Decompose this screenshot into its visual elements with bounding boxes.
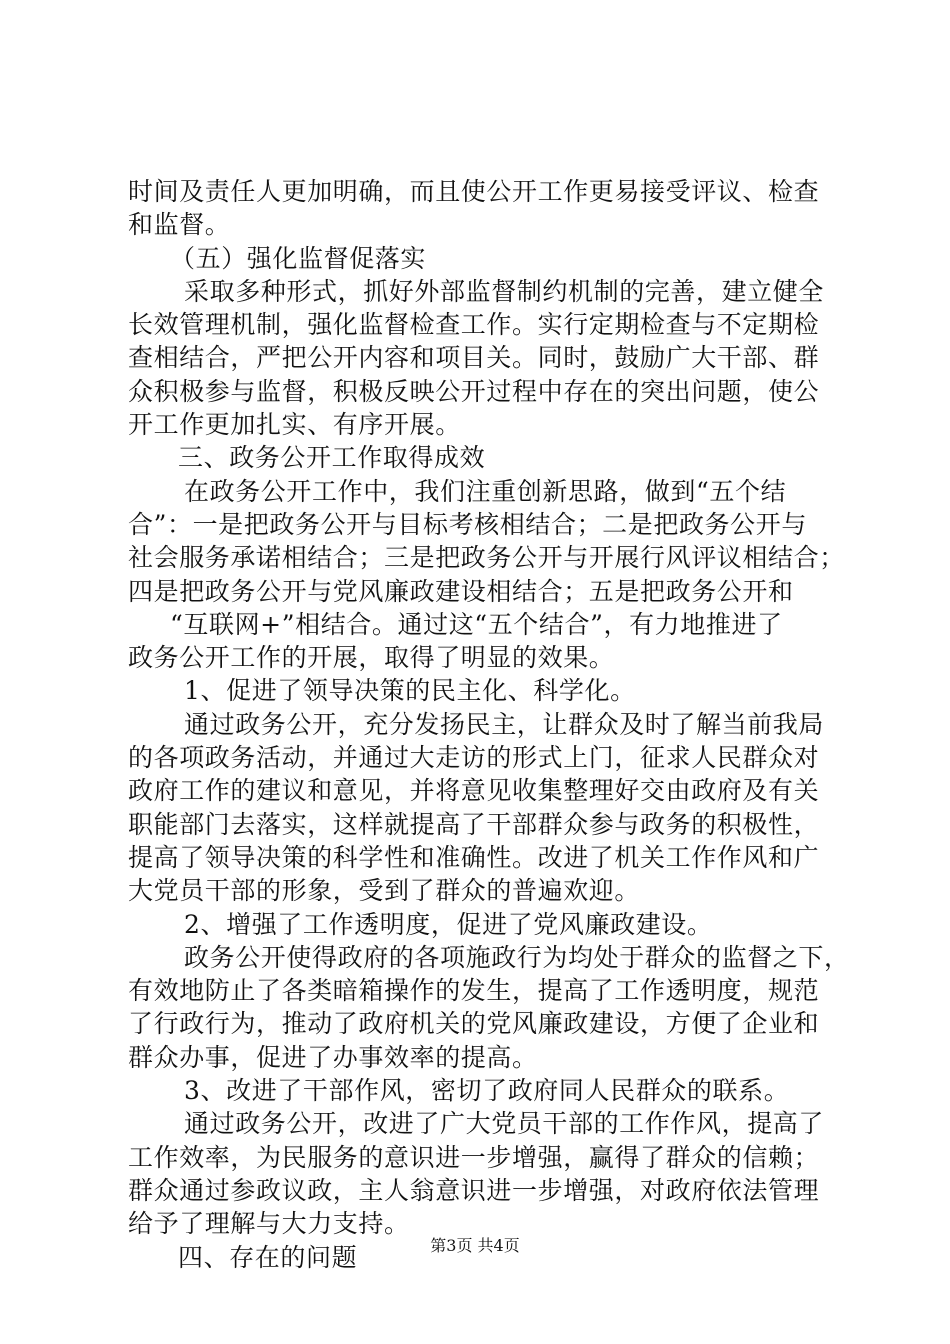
text-line: 三、政务公开工作取得成效 [178, 443, 486, 473]
text-line: 合”：一是把政务公开与目标考核相结合；二是把政务公开与 [128, 509, 807, 539]
text-line: 通过政务公开，充分发扬民主，让群众及时了解当前我局 [184, 709, 825, 739]
text-line: 工作效率，为民服务的意识进一步增强，赢得了群众的信赖； [128, 1142, 820, 1172]
text-line: 群众通过参政议政，主人翁意识进一步增强，对政府依法管理 [128, 1175, 820, 1205]
text-line: 查相结合，严把公开内容和项目关。同时，鼓励广大干部、群 [128, 343, 820, 373]
text-line: 有效地防止了各类暗箱操作的发生，提高了工作透明度，规范 [128, 976, 820, 1006]
text-line: 四是把政务公开与党风廉政建设相结合；五是把政务公开和 [128, 576, 794, 606]
text-line: 2、增强了工作透明度，促进了党风廉政建设。 [184, 909, 713, 939]
text-line: 通过政务公开，改进了广大党员干部的工作作风，提高了 [184, 1109, 825, 1139]
text-line: 政府工作的建议和意见，并将意见收集整理好交由政府及有关 [128, 776, 820, 806]
text-line: 给予了理解与大力支持。 [128, 1209, 410, 1239]
text-line: （五）强化监督促落实 [170, 243, 427, 273]
text-line: 大党员干部的形象，受到了群众的普遍欢迎。 [128, 876, 641, 906]
text-line: 四、存在的问题 [178, 1242, 358, 1272]
text-line: 和监督。 [128, 210, 231, 240]
page-footer: 第3页 共4页 [430, 1236, 520, 1255]
text-line: 时间及责任人更加明确，而且使公开工作更易接受评议、检查 [128, 177, 820, 206]
text-line: 3、改进了干部作风，密切了政府同人民群众的联系。 [184, 1076, 790, 1106]
text-line: 众积极参与监督，积极反映公开过程中存在的突出问题，使公 [128, 376, 820, 406]
text-line: “互联网+”相结合。通过这“五个结合”，有力地推进了 [170, 609, 783, 639]
text-line: 了行政行为，推动了政府机关的党风廉政建设，方便了企业和 [128, 1009, 820, 1039]
text-line: 职能部门去落实，这样就提高了干部群众参与政务的积极性， [128, 809, 820, 839]
text-line: 提高了领导决策的科学性和准确性。改进了机关工作作风和广 [128, 842, 820, 872]
document-body [128, 175, 850, 1274]
text-line: 1、促进了领导决策的民主化、科学化。 [184, 676, 636, 706]
text-line: 的各项政务活动，并通过大走访的形式上门，征求人民群众对 [128, 743, 820, 773]
text-line: 开工作更加扎实、有序开展。 [128, 410, 461, 440]
text-line: 在政务公开工作中，我们注重创新思路，做到“五个结 [184, 476, 787, 506]
text-line: 采取多种形式，抓好外部监督制约机制的完善，建立健全 [184, 276, 825, 306]
text-line: 政务公开使得政府的各项施政行为均处于群众的监督之下， [184, 942, 850, 972]
text-line: 社会服务承诺相结合；三是把政务公开与开展行风评议相结合； [128, 543, 845, 573]
text-line: 长效管理机制，强化监督检查工作。实行定期检查与不定期检 [128, 310, 820, 340]
text-line: 政务公开工作的开展，取得了明显的效果。 [128, 643, 615, 673]
text-line: 群众办事，促进了办事效率的提高。 [128, 1042, 538, 1072]
